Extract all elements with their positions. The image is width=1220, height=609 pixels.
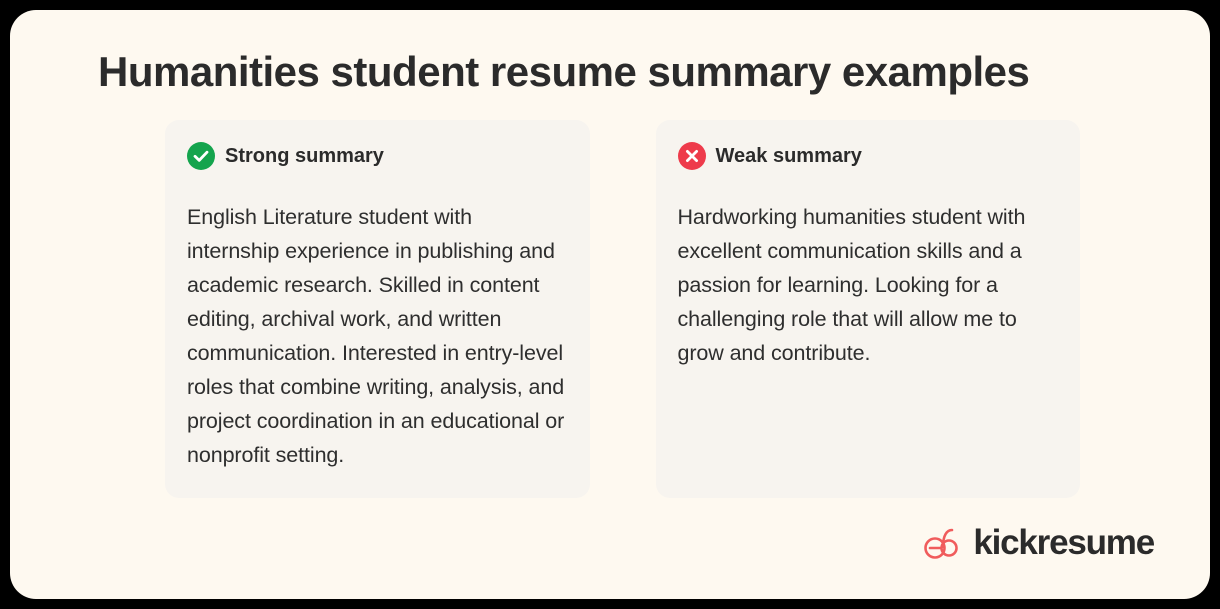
weak-summary-label: Weak summary — [715, 144, 862, 167]
strong-summary-text: English Literature student with internship experience in publishing and academic research. Skilled in content editing, archival work, and written communication. Interested in entry-level roles that combine writing, analysis, and project coordination in an educational or nonprofit setting. — [187, 205, 565, 467]
x-circle-icon — [678, 142, 706, 170]
brand-name: kickresume — [973, 523, 1154, 562]
page-title: Humanities student resume summary examples — [98, 48, 1030, 95]
weak-summary-header — [678, 142, 1059, 170]
content-card — [10, 10, 1210, 599]
summary-panels — [165, 120, 1080, 498]
strong-summary-label: Strong summary — [225, 144, 384, 167]
strong-summary-panel — [165, 120, 590, 498]
weak-summary-panel — [656, 120, 1081, 498]
brand-logo — [921, 523, 1154, 563]
kickresume-logo-icon — [921, 523, 961, 563]
check-circle-icon — [187, 142, 215, 170]
weak-summary-text: Hardworking humanities student with excellent communication skills and a passion for learning. Looking for a challenging role that will allow me to grow and contribute. — [677, 205, 1026, 365]
strong-summary-header — [187, 142, 568, 170]
